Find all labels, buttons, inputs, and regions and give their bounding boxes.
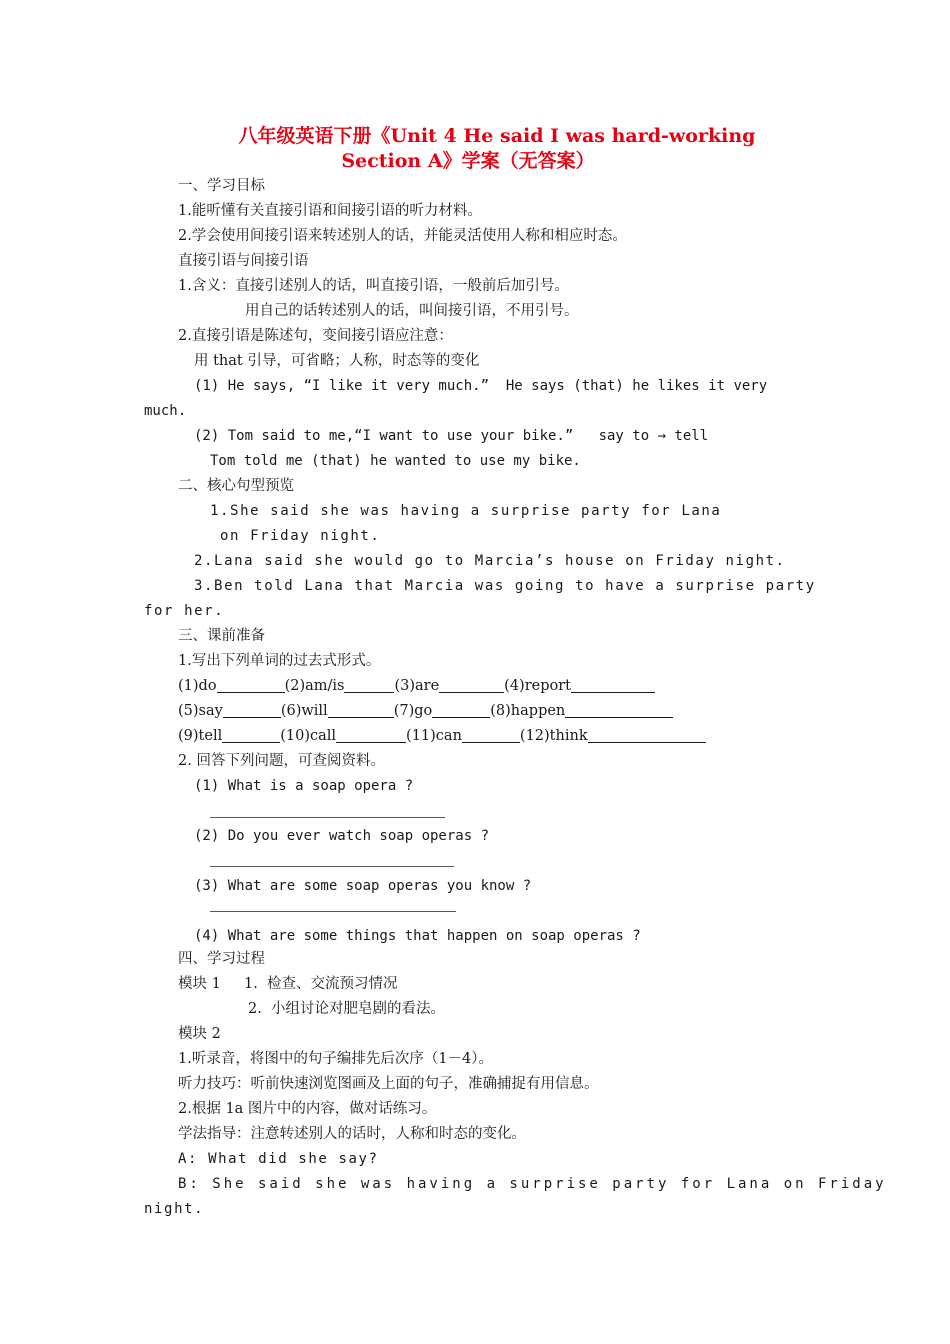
sentence-1-line1: 1.She said she was having a surprise party for Lana: [210, 503, 722, 519]
blank-report[interactable]: [571, 676, 655, 693]
word-happen: (8)happen: [490, 703, 566, 719]
section3-heading: 三、课前准备: [178, 628, 265, 644]
word-am-is: (2)am/is: [284, 678, 345, 694]
example-2-line1: (2) Tom said to me,“I want to use your bike.” say to → tell: [194, 428, 709, 444]
module-1-item-1: 1. 检查、交流预习情况: [244, 976, 398, 992]
word-can: (11)can: [406, 728, 462, 744]
section2-heading: 二、核心句型预览: [178, 478, 294, 494]
blank-call[interactable]: [336, 726, 406, 743]
module-1-label: 模块 1: [178, 976, 221, 992]
question-2: (2) Do you ever watch soap operas ?: [194, 828, 490, 844]
blank-can[interactable]: [462, 726, 520, 743]
question-4: (4) What are some things that happen on soap operas ?: [194, 928, 641, 944]
sentence-2: 2.Lana said she would go to Marcia’s house on Friday night.: [194, 553, 786, 569]
sentence-3-line2: for her.: [144, 603, 225, 619]
word-do: (1)do: [178, 678, 217, 694]
word-go: (7)go: [393, 703, 433, 719]
goal-2: 2.学会使用间接引语来转述别人的话，并能灵活使用人称和相应时态。: [178, 228, 627, 244]
answer-line-3[interactable]: [210, 911, 456, 912]
question-1: (1) What is a soap opera ?: [194, 778, 414, 794]
word-report: (4)report: [504, 678, 571, 694]
word-say: (5)say: [178, 703, 223, 719]
dialog-b-line2: night.: [144, 1201, 205, 1217]
blank-think[interactable]: [588, 726, 706, 743]
word-are: (3)are: [394, 678, 440, 694]
word-will: (6)will: [280, 703, 328, 719]
example-1-line2: much.: [144, 403, 187, 419]
word-row-1: [178, 674, 655, 699]
blank-happen[interactable]: [565, 701, 673, 718]
answer-line-1[interactable]: [210, 817, 445, 818]
blank-am-is[interactable]: [344, 676, 394, 693]
task-1: 1.写出下列单词的过去式形式。: [178, 653, 381, 669]
module-2-label: 模块 2: [178, 1026, 221, 1042]
rule-detail: 用 that 引导，可省略；人称，时态等的变化: [194, 353, 480, 369]
module-1-item-2: 2. 小组讨论对肥皂剧的看法。: [248, 1001, 446, 1017]
blank-will[interactable]: [328, 701, 394, 718]
dialog-b-line1: B: She said she was having a surprise party for Lana on Friday: [178, 1176, 887, 1192]
example-2-line2: Tom told me (that) he wanted to use my bike.: [210, 453, 581, 469]
word-tell: (9)tell: [178, 728, 223, 744]
speech-subheading: 直接引语与间接引语: [178, 253, 309, 269]
document-title-line2: Section A》学案（无答案）: [341, 150, 595, 172]
blank-tell[interactable]: [222, 726, 280, 743]
answer-line-2[interactable]: [210, 866, 454, 867]
section4-heading: 四、学习过程: [178, 951, 265, 967]
dialog-a: A: What did she say?: [178, 1151, 379, 1167]
blank-go[interactable]: [432, 701, 490, 718]
word-row-3: [178, 724, 706, 749]
sentence-3-line1: 3.Ben told Lana that Marcia was going to have a surprise party: [194, 578, 816, 594]
blank-are[interactable]: [439, 676, 504, 693]
question-3: (3) What are some soap operas you know ?: [194, 878, 532, 894]
word-call: (10)call: [280, 728, 337, 744]
blank-do[interactable]: [217, 676, 285, 693]
definition-direct: 1.含义：直接引述别人的话，叫直接引语，一般前后加引号。: [178, 278, 569, 294]
listening-tip: 听力技巧：听前快速浏览图画及上面的句子，准确捕捉有用信息。: [178, 1076, 599, 1092]
section1-heading: 一、学习目标: [178, 178, 265, 194]
rule-heading: 2.直接引语是陈述句，变间接引语应注意：: [178, 328, 453, 344]
blank-say[interactable]: [223, 701, 281, 718]
goal-1: 1.能听懂有关直接引语和间接引语的听力材料。: [178, 203, 482, 219]
document-title-line1: 八年级英语下册《Unit 4 He said I was hard-working: [238, 125, 756, 147]
sentence-1-line2: on Friday night.: [220, 528, 381, 544]
word-think: (12)think: [519, 728, 588, 744]
task-2: 2. 回答下列问题，可查阅资料。: [178, 753, 385, 769]
study-guide: 学法指导：注意转述别人的话时，人称和时态的变化。: [178, 1126, 526, 1142]
example-1-line1: (1) He says, “I like it very much.” He says (that) he likes it very: [194, 378, 768, 394]
module-2-task-1: 1.听录音，将图中的句子编排先后次序（1－4）。: [178, 1051, 494, 1067]
word-row-2: [178, 699, 673, 724]
module-2-task-2: 2.根据 1a 图片中的内容，做对话练习。: [178, 1101, 437, 1117]
definition-indirect: 用自己的话转述别人的话，叫间接引语，不用引号。: [245, 303, 579, 319]
